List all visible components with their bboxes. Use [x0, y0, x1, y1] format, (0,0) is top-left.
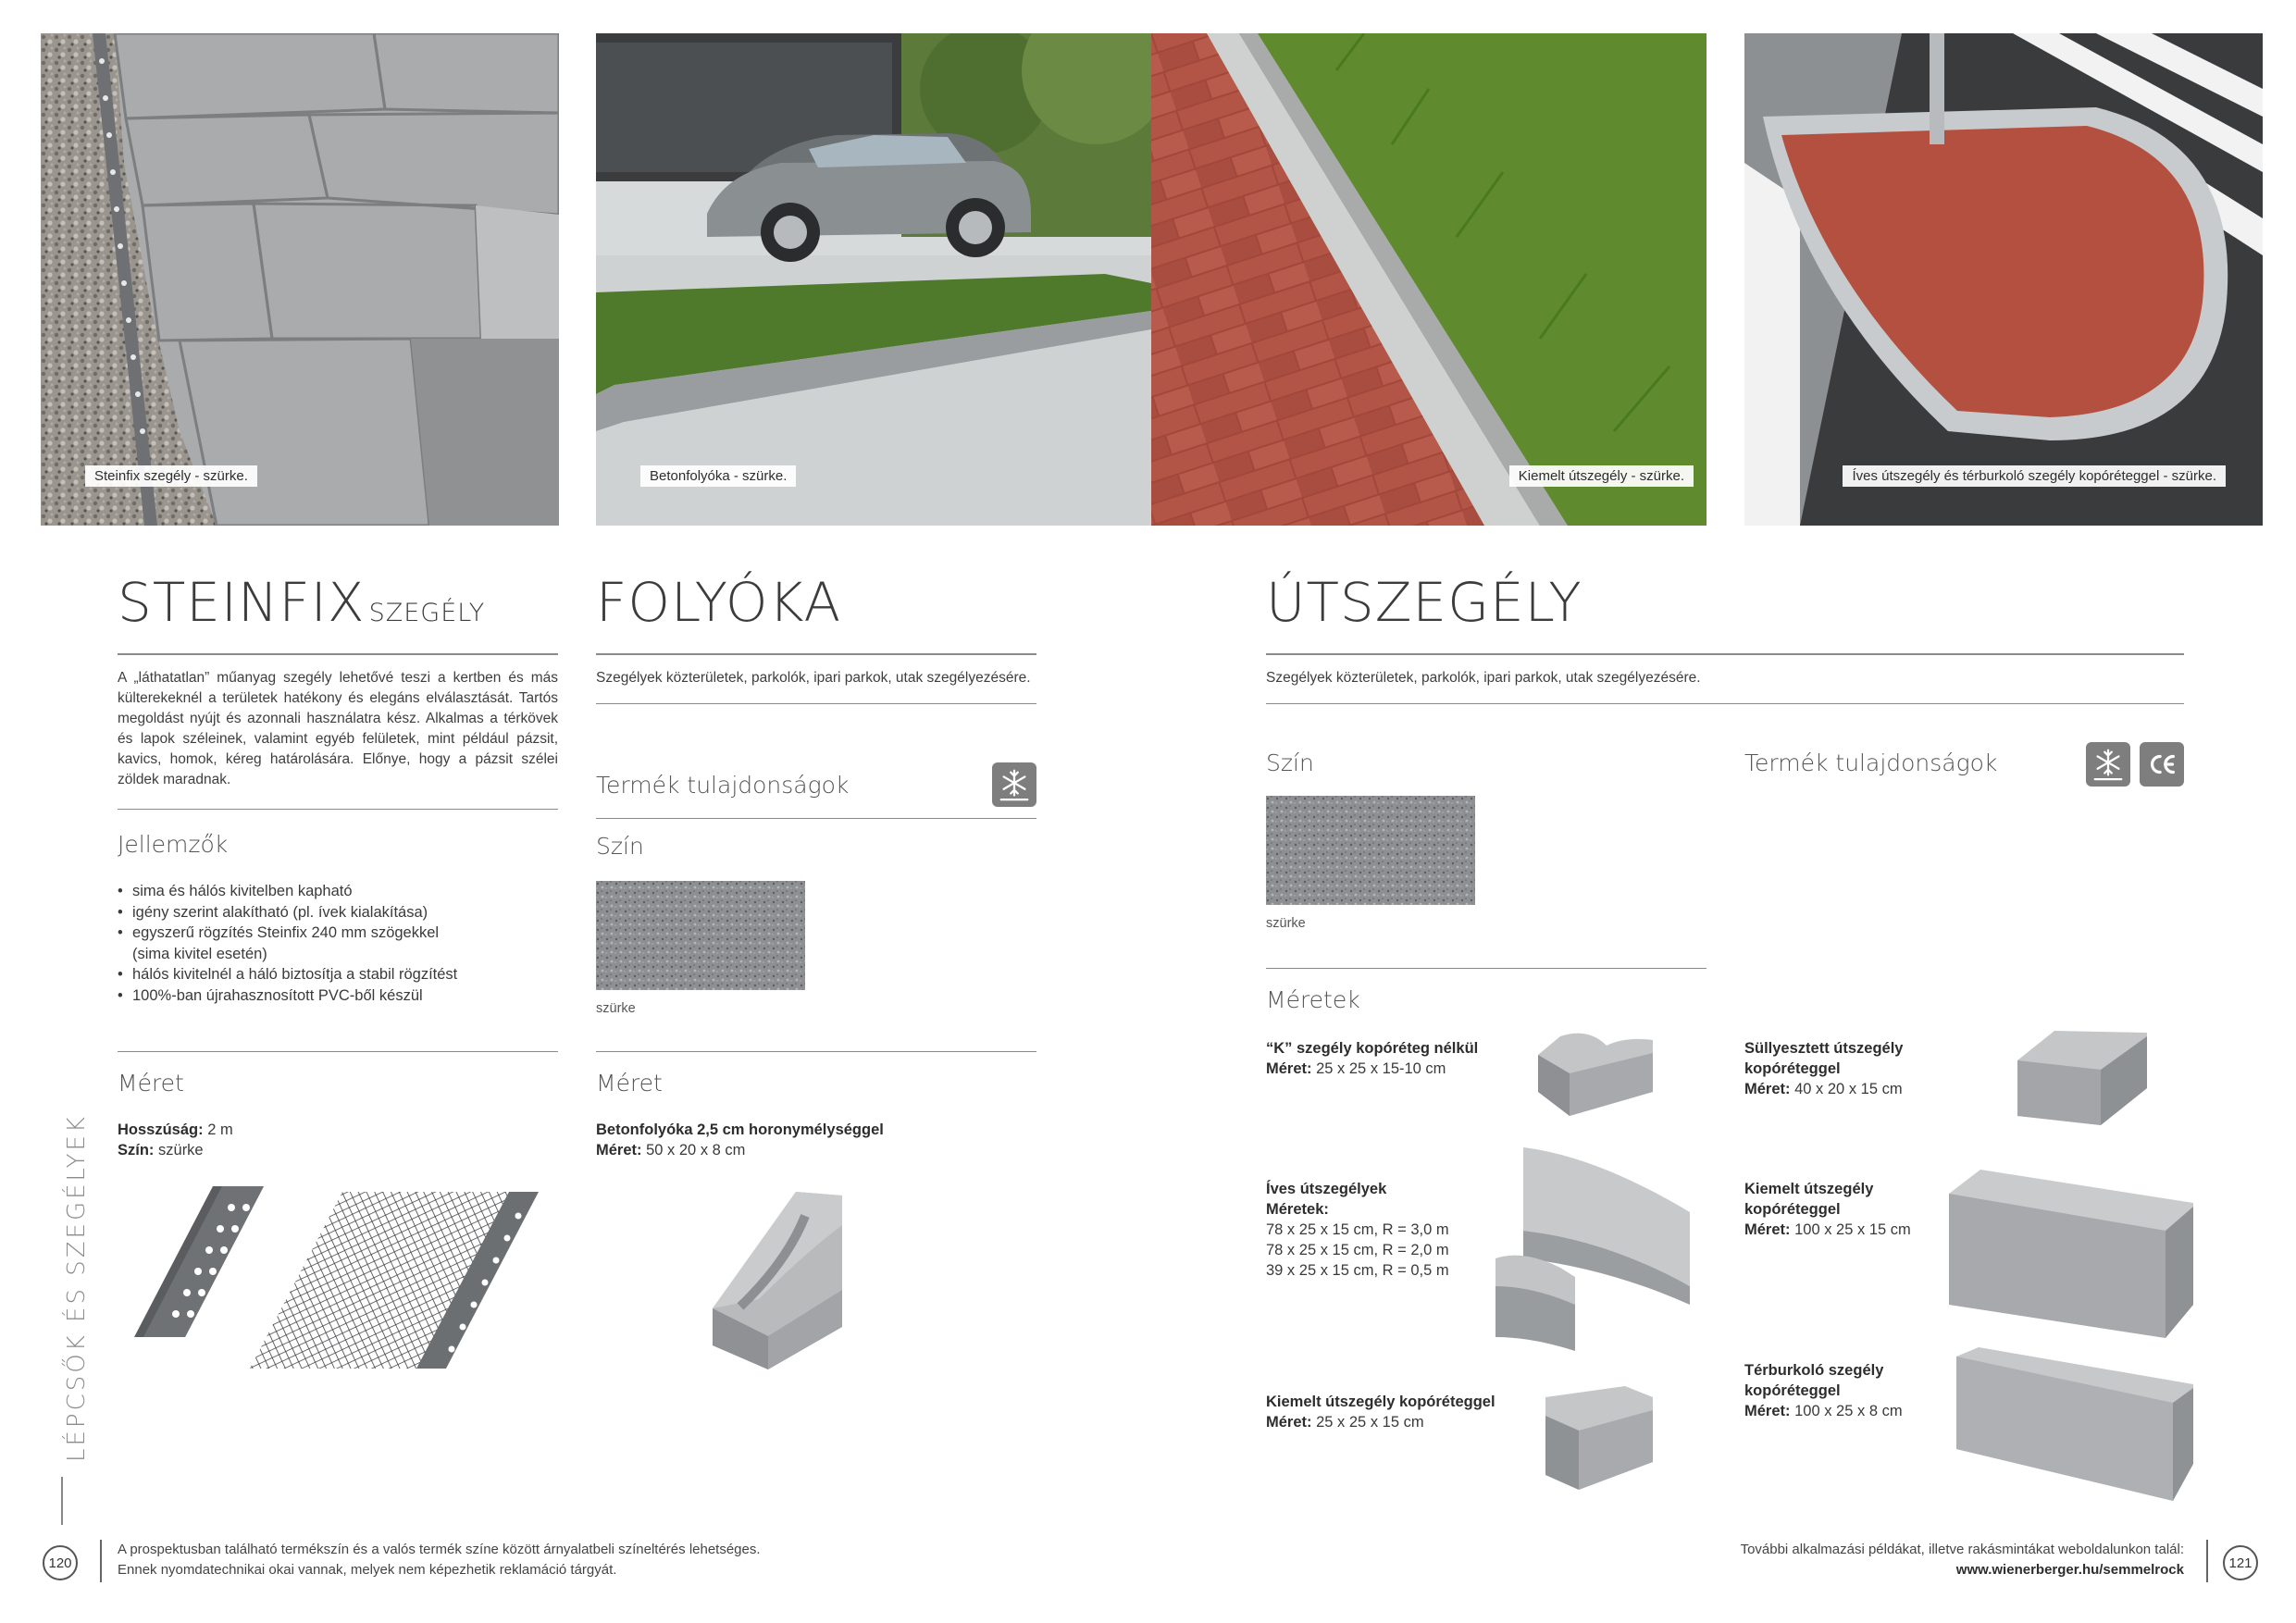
color-heading: Szín	[596, 833, 644, 860]
raised-curb-specs	[1744, 1179, 1911, 1240]
sizes-label: Méretek:	[1266, 1201, 1329, 1218]
length-label: Hosszúság:	[118, 1121, 204, 1138]
swatch-label: szürke	[596, 1001, 636, 1016]
k-curb-specs	[1266, 1038, 1478, 1079]
lowered-curb-specs	[1744, 1038, 1903, 1099]
raised-curb-small-product	[1533, 1379, 1662, 1499]
color-heading: Szín	[1266, 750, 1314, 776]
frost-resistant-icon	[992, 762, 1036, 807]
list-item: • 100%-ban újrahasznosított PVC-ből készül	[118, 985, 558, 1007]
curved-curb-specs	[1266, 1179, 1449, 1281]
product-name: Térburkoló szegély	[1744, 1362, 1884, 1379]
title-small-text: SZEGÉLY	[368, 599, 486, 627]
divider	[1266, 653, 2184, 655]
footer-disclaimer	[118, 1540, 761, 1580]
swatch-label: szürke	[1266, 916, 1306, 931]
photo-caption: Betonfolyóka - szürke.	[640, 465, 796, 487]
divider	[118, 653, 558, 655]
color-swatch-grey	[596, 881, 805, 990]
utszegely-description: Szegélyek közterületek, parkolók, ipari parkok, utak szegélyezésére.	[1266, 670, 1701, 686]
folyoka-description: Szegélyek közterületek, parkolók, ipari parkok, utak szegélyezésére.	[596, 670, 1031, 686]
features-list	[118, 881, 558, 1006]
list-item-continuation: (sima kivitel esetén)	[132, 945, 267, 962]
size-heading: Méret	[118, 1070, 184, 1096]
divider	[118, 809, 558, 810]
curved-curb-product	[1486, 1138, 1699, 1369]
sizes-heading: Méretek	[1266, 986, 1360, 1013]
footer-separator	[2206, 1540, 2208, 1582]
photo-caption: Íves útszegély és térburkoló szegély kopóréteggel - szürke.	[1843, 465, 2226, 487]
page-number-right: 121	[2223, 1545, 2258, 1580]
lowered-curb-product	[1999, 1023, 2156, 1134]
size-value: 39 x 25 x 15 cm, R = 0,5 m	[1266, 1262, 1449, 1279]
photo-caption: Kiemelt útszegély - szürke.	[1509, 465, 1694, 487]
section-title-utszegely: ÚTSZEGÉLY	[1266, 571, 1582, 634]
color-swatch-grey	[1266, 796, 1475, 905]
size-label: Méret:	[1744, 1403, 1791, 1419]
steinfix-specs	[118, 1120, 233, 1160]
size-value: 40 x 20 x 15 cm	[1794, 1081, 1903, 1097]
color-label: Szín:	[118, 1142, 155, 1158]
photo-kiemelt	[1151, 33, 1706, 526]
product-name-line2: kopóréteggel	[1744, 1060, 1841, 1077]
side-section-label: LÉPCSŐK ÉS SZEGÉLYEK	[63, 1114, 91, 1462]
footer-line: A prospektusban található termékszín és a valós termék színe között árnyalatbeli színeltérés lehetséges.	[118, 1542, 761, 1557]
paving-curb-product	[1951, 1347, 2201, 1505]
size-label: Méret:	[1744, 1221, 1791, 1238]
divider	[596, 818, 1036, 819]
folyoka-product	[703, 1188, 851, 1373]
footer-line: Ennek nyomdatechnikai okai vannak, melyek nem képezhetik reklamáció tárgyát.	[118, 1562, 617, 1578]
list-item: • sima és hálós kivitelben kapható	[118, 881, 558, 902]
folyoka-specs	[596, 1120, 884, 1160]
raised-curb-product	[1943, 1166, 2203, 1342]
website-link[interactable]: www.wienerberger.hu/semmelrock	[1955, 1562, 2184, 1578]
features-heading: Jellemzők	[118, 831, 229, 858]
product-name: Betonfolyóka 2,5 cm horonymélységgel	[596, 1121, 884, 1138]
product-name: Kiemelt útszegély kopóréteggel	[1266, 1394, 1496, 1410]
divider	[596, 653, 1036, 655]
size-label: Méret:	[1266, 1060, 1312, 1077]
frost-resistant-icon	[2086, 742, 2130, 787]
steinfix-product-plain	[130, 1184, 268, 1342]
ce-mark-icon	[2140, 742, 2184, 787]
size-value: 78 x 25 x 15 cm, R = 2,0 m	[1266, 1242, 1449, 1258]
photo-caption: Steinfix szegély - szürke.	[85, 465, 257, 487]
divider	[596, 1051, 1036, 1052]
photo-folyoka	[596, 33, 1151, 526]
size-value: 100 x 25 x 15 cm	[1794, 1221, 1911, 1238]
props-heading: Termék tulajdonságok	[1744, 750, 1998, 776]
length-value: 2 m	[207, 1121, 233, 1138]
size-value: 25 x 25 x 15 cm	[1316, 1414, 1424, 1431]
section-title-steinfix	[118, 571, 486, 634]
divider	[1266, 703, 2184, 704]
steinfix-product-mesh	[250, 1188, 546, 1373]
size-value: 50 x 20 x 8 cm	[646, 1142, 746, 1158]
divider	[118, 1051, 558, 1052]
size-value: 100 x 25 x 8 cm	[1794, 1403, 1903, 1419]
list-item: • igény szerint alakítható (pl. ívek kialakítása)	[118, 902, 558, 923]
size-label: Méret:	[1744, 1081, 1791, 1097]
title-text: STEINFIX	[118, 571, 366, 634]
props-heading: Termék tulajdonságok	[596, 772, 850, 799]
list-item: • egyszerű rögzítés Steinfix 240 mm szögekkel	[118, 923, 558, 944]
product-name-line2: kopóréteggel	[1744, 1382, 1841, 1399]
footer-line: További alkalmazási példákat, illetve rakásmintákat weboldalunkon talál:	[1740, 1542, 2184, 1557]
list-item: • hálós kivitelnél a háló biztosítja a stabil rögzítést	[118, 964, 558, 985]
steinfix-description: A „láthatatlan” műanyag szegély lehetővé teszi a kertben és más külterekeknél a területek hatékony és elegáns elválasztását. Tartós megoldást nyújt és azonnali használatra kész. Alkalmas a térkövek és lapok széleinek, valamint egyéb felületek, mint például pázsit, kavics, homok, kéreg határolására. Előnye, hogy a pázsit szélei zöldek maradnak.	[118, 670, 558, 787]
section-title-folyoka: FOLYÓKA	[596, 571, 842, 634]
size-value: 25 x 25 x 15-10 cm	[1316, 1060, 1446, 1077]
product-name-line2: kopóréteggel	[1744, 1201, 1841, 1218]
side-label-line	[61, 1477, 63, 1525]
product-name: “K” szegély kopóréteg nélkül	[1266, 1040, 1479, 1057]
size-label: Méret:	[596, 1142, 642, 1158]
raised-curb-small-specs	[1266, 1392, 1496, 1432]
footer-website-info	[1741, 1540, 2184, 1580]
color-value: szürke	[158, 1142, 204, 1158]
divider	[596, 703, 1036, 704]
size-heading: Méret	[596, 1070, 663, 1096]
product-name: Kiemelt útszegély	[1744, 1181, 1874, 1197]
k-curb-product	[1533, 1027, 1662, 1129]
photo-ives	[1744, 33, 2263, 526]
paving-curb-specs	[1744, 1360, 1903, 1421]
footer-separator	[100, 1540, 102, 1582]
size-label: Méret:	[1266, 1414, 1312, 1431]
product-name: Süllyesztett útszegély	[1744, 1040, 1904, 1057]
divider	[1266, 968, 1706, 969]
page-number-left: 120	[43, 1545, 78, 1580]
size-value: 78 x 25 x 15 cm, R = 3,0 m	[1266, 1221, 1449, 1238]
photo-steinfix	[41, 33, 559, 526]
product-name: Íves útszegélyek	[1266, 1181, 1387, 1197]
